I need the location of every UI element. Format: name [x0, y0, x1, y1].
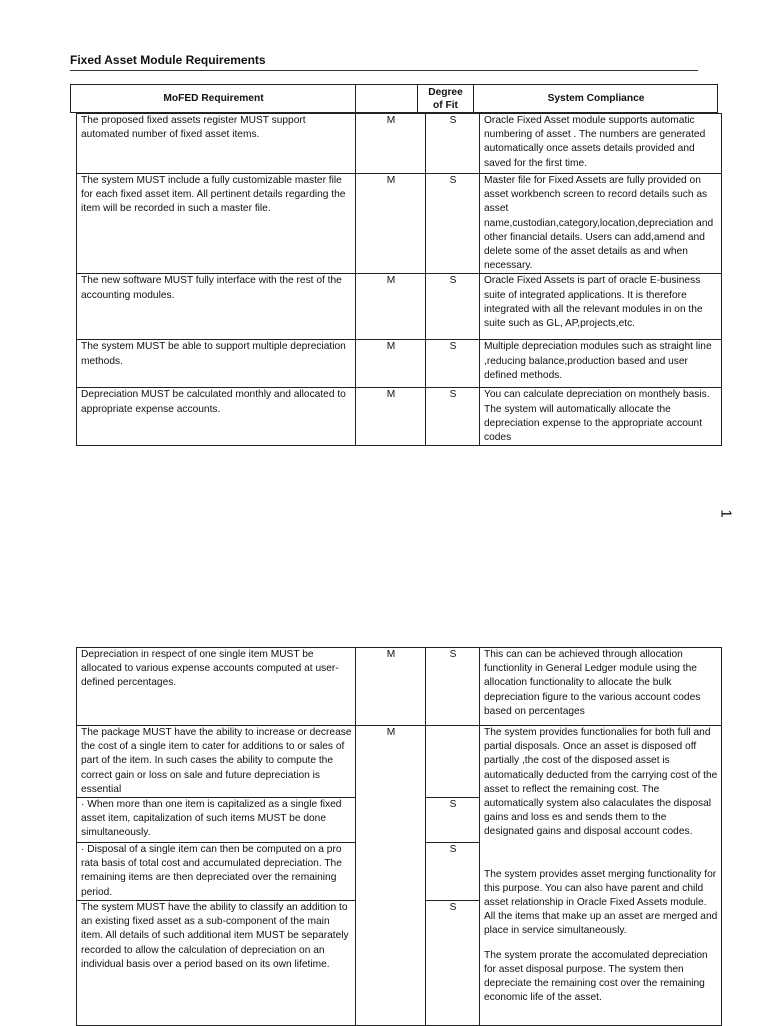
- priority-cell: M: [356, 174, 426, 274]
- header-priority: [356, 85, 418, 113]
- table-row: [77, 388, 722, 446]
- priority-cell: M: [356, 274, 426, 340]
- header-row: [71, 85, 718, 113]
- fit-cell: S: [426, 843, 480, 901]
- table-row: [77, 114, 722, 174]
- priority-cell: M: [356, 726, 426, 1026]
- compliance-cell: Oracle Fixed Assets is part of oracle E-business suite of integrated applications. It is therefore integrated with all the relevant modules in on the suite such as GL, AP,projects,etc.: [480, 274, 722, 340]
- compliance-cell: Oracle Fixed Asset module supports automatic numbering of asset . The numbers are generated automatically once assets details provided and saved for the first time.: [480, 114, 722, 174]
- fit-cell: S: [426, 901, 480, 1026]
- header-degree-of-fit: Degree of Fit: [418, 85, 474, 113]
- requirement-cell: Depreciation in respect of one single item MUST be allocated to various expense accounts computed at user-defined percentages.: [77, 648, 356, 726]
- compliance-cell: This can can be achieved through allocation functionlity in General Ledger module using the allocation functionality to allocate the bulk depreciation figure to the various account codes based on percentages: [480, 648, 722, 726]
- compliance-paragraph-disposals: The system provides functionalies for both full and partial disposals. Once an asset is disposed off partially ,the cost of the disposed asset is automatically deducted from the carrying cost of the asset to reflect the remaining cost. The automatically system also calaculates the disposal gains and loss es and sends them to the designated gains and disposal account codes.: [484, 727, 718, 838]
- requirement-cell: Depreciation MUST be calculated monthly and allocated to appropriate expense accounts.: [77, 388, 356, 446]
- fit-cell: S: [426, 114, 480, 174]
- compliance-cell: Multiple depreciation modules such as straight line ,reducing balance,production based and user defined methods.: [480, 340, 722, 388]
- requirement-cell: · Disposal of a single item can then be computed on a pro rata basis of total cost and accumulated depreciation. The remaining items are then depreciated over the remaining period.: [77, 843, 356, 901]
- fit-cell: S: [426, 798, 480, 843]
- page-number: 1: [717, 509, 735, 518]
- requirement-cell: The new software MUST fully interface with the rest of the accounting modules.: [77, 274, 356, 340]
- fit-cell: S: [426, 174, 480, 274]
- priority-cell: M: [356, 648, 426, 726]
- table-row: [77, 726, 722, 798]
- priority-cell: M: [356, 114, 426, 174]
- fit-cell: S: [426, 648, 480, 726]
- table-row: [77, 274, 722, 340]
- fit-cell: S: [426, 274, 480, 340]
- header-system-compliance: System Compliance: [474, 85, 718, 113]
- header-requirement: MoFED Requirement: [71, 85, 356, 113]
- priority-cell: M: [356, 388, 426, 446]
- table-row: [77, 174, 722, 274]
- compliance-cell: Master file for Fixed Assets are fully provided on asset workbench screen to record details such as asset name,custodian,category,location,depreciation and other financial details. Users can add,amend and delete some of the asset details as and when necessary.: [480, 174, 722, 274]
- fit-cell: [426, 726, 480, 798]
- requirements-table-2: [76, 647, 722, 1026]
- requirements-header-table: [70, 84, 718, 113]
- requirement-cell: The package MUST have the ability to increase or decrease the cost of a single item to cater for additions to or sales of part of the item. In such cases the ability to compute the correct gain or loss on sale and future depreciation is essential: [77, 726, 356, 798]
- requirement-cell: The system MUST have the ability to classify an addition to an existing fixed asset as a sub-component of the main item. All details of such additional item MUST be separately recorded to allow the calculation of depreciation on an individual basis over a period based on its own lifetime.: [77, 901, 356, 1026]
- requirement-cell: The system MUST be able to support multiple depreciation methods.: [77, 340, 356, 388]
- requirement-cell: The system MUST include a fully customizable master file for each fixed asset item. All pertinent details regarding the item will be recorded in such a master file.: [77, 174, 356, 274]
- fit-cell: S: [426, 340, 480, 388]
- requirement-cell: · When more than one item is capitalized as a single fixed asset item, capitalization of such items MUST be done simultaneously.: [77, 798, 356, 843]
- fit-cell: S: [426, 388, 480, 446]
- compliance-cell: You can calculate depreciation on monthely basis. The system will automatically allocate the depreciation expense to the appropriate account codes: [480, 388, 722, 446]
- compliance-merged-cell: [480, 726, 722, 1026]
- compliance-paragraph-prorate: The system prorate the accomulated depreciation for asset disposal purpose. The system then depreciate the remaining cost over the remaining economic life of the asset.: [484, 949, 708, 1004]
- compliance-paragraph-merging: The system provides asset merging functionality for this purpose. You can also have parent and child asset relationship in Oracle Fixed Assets module. All the items that make up an asset are merged and place in service simultaneously.: [484, 868, 718, 937]
- priority-cell: M: [356, 340, 426, 388]
- table-row: [77, 648, 722, 726]
- title-underline: [70, 70, 698, 71]
- requirements-table-1: [76, 113, 722, 446]
- requirement-cell: The proposed fixed assets register MUST support automated number of fixed asset items.: [77, 114, 356, 174]
- table-row: [77, 340, 722, 388]
- document-title: Fixed Asset Module Requirements: [70, 53, 266, 67]
